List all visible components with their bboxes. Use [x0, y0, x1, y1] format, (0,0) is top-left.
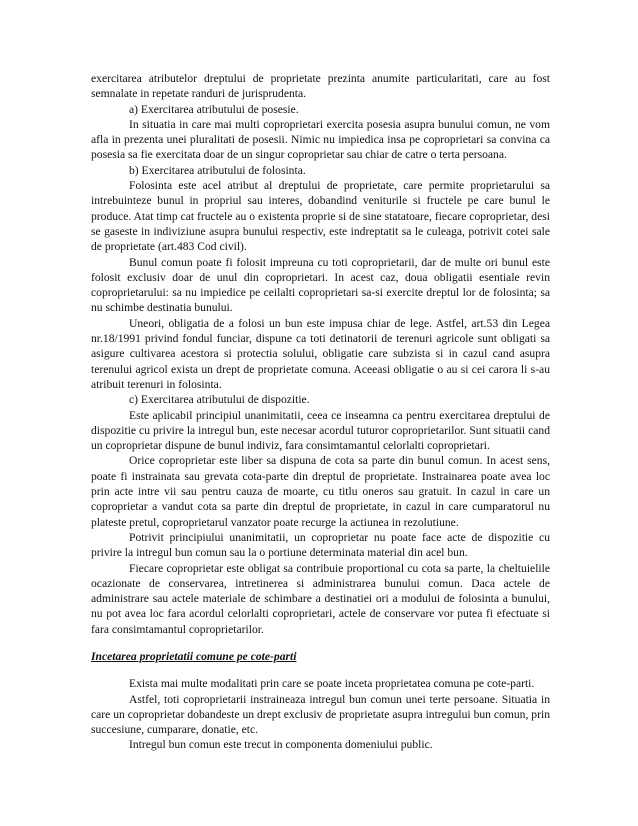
paragraph-folosinta-3: Uneori, obligatia de a folosi un bun este impusa chiar de lege. Astfel, art.53 din Legea nr.18/1991 privind fondul funciar, dispune ca toti detinatorii de terenuri agricole sunt obligati sa asigure cultivarea acestora si protectia solului, obligatie care subzista si in cazul cand asupra terenului agricol exista un drept de proprietate comuna. Aceeasi obligatie o au si cei carora li s-au atribuit terenuri in folosinta.: [91, 316, 550, 391]
paragraph-dispozitie-1: Este aplicabil principiul unanimitatii, ceea ce inseamna ca pentru exercitarea dreptului de dispozitie cu privire la intregul bun, este necesar acordul tuturor coproprietarilor. Sunt situatii cand un coproprietar dispune de bunul indiviz, fara consimtamantul celorlalti coproprietari.: [91, 408, 550, 453]
paragraph-incetare-1: Exista mai multe modalitati prin care se poate inceta proprietatea comuna pe cote-parti.: [129, 677, 535, 691]
subheading-posesie: a) Exercitarea atributului de posesie.: [129, 102, 299, 116]
paragraph-dispozitie-3: Potrivit principiului unanimitatii, un coproprietar nu poate face acte de dispozitie cu privire la intregul bun comun sau la o portiune determinata material din acel bun.: [91, 530, 550, 560]
paragraph-incetare-2: Astfel, toti coproprietarii instraineaza intregul bun comun unei terte persoane. Situatia in care un coproprietar dobandeste un drept exclusiv de proprietate asupra intregului bun comun, prin succesiune, cumparare, donatie, etc.: [91, 692, 550, 737]
paragraph-incetare-3: Intregul bun comun este trecut in componenta domeniului public.: [129, 738, 433, 752]
subheading-folosinta: b) Exercitarea atributului de folosinta.: [129, 163, 306, 177]
section-heading: Incetarea proprietatii comune pe cote-parti: [91, 649, 297, 663]
paragraph-folosinta-1: Folosinta este acel atribut al dreptului de proprietate, care permite proprietarului sa intrebuinteze bunul in propriul sau interes, dobandind veniturile si fructele pe care bunul le produce. Atat timp cat fructele au o existenta proprie si de sine statatoare, fiecare coproprietar, desi se gaseste in indiviziune asupra bunului respectiv, este indreptatit sa le culeaga, potrivit cotei sale de proprietate (art.483 Cod civil).: [91, 179, 550, 254]
paragraph-folosinta-2: Bunul comun poate fi folosit impreuna cu toti coproprietarii, dar de multe ori bunul este folosit exclusiv doar de unul din coproprietari. In acest caz, doua obligatii esentiale revin coproprietarului: sa nu impiedice pe ceilalti coproprietari sa-si exercite dreptul lor de folosinta; sa nu schimbe destinatia bunului.: [91, 255, 550, 315]
document-page: [91, 71, 550, 753]
paragraph-dispozitie-2: Orice coproprietar este liber sa dispuna de cota sa parte din bunul comun. In acest sens, poate fi instrainata sau grevata cota-parte din dreptul de proprietate. Instrainarea poate avea loc prin acte intre vii sau pentru cauza de moarte, cu titlu oneros sau gratuit. In cazul in care un coproprietar a vandut cota sa parte din dreptul de proprietate, in cazul in care cumparatorul nu plateste pretul, coproprietarul vanzator poate recurge la actiunea in rezolutiune.: [91, 454, 550, 529]
subheading-dispozitie: c) Exercitarea atributului de dispozitie.: [129, 393, 310, 407]
paragraph-posesie: In situatia in care mai multi coproprietari exercita posesia asupra bunului comun, ne vom afla in prezenta unei pluralitati de posesii. Nimic nu impiedica insa pe coproprietari sa convina ca posesia sa fie exercitata doar de un singur coproprietar sau chiar de catre o terta persoana.: [91, 117, 550, 162]
paragraph-intro: exercitarea atributelor dreptului de proprietate prezinta anumite particularitati, care au fost semnalate in repetate randuri de jurisprudenta.: [91, 72, 550, 101]
paragraph-dispozitie-4: Fiecare coproprietar este obligat sa contribuie proportional cu cota sa parte, la cheltuielile ocazionate de conservarea, intretinerea si administrarea bunului comun. Daca actele de administrare sau actele materiale de schimbare a destinatiei ori a modului de folosinta a bunului, nu pot avea loc fara acordul celorlalti coproprietari, actele de conservare vor putea fi efectuate si fara consimtamantul coproprietarilor.: [91, 561, 550, 636]
